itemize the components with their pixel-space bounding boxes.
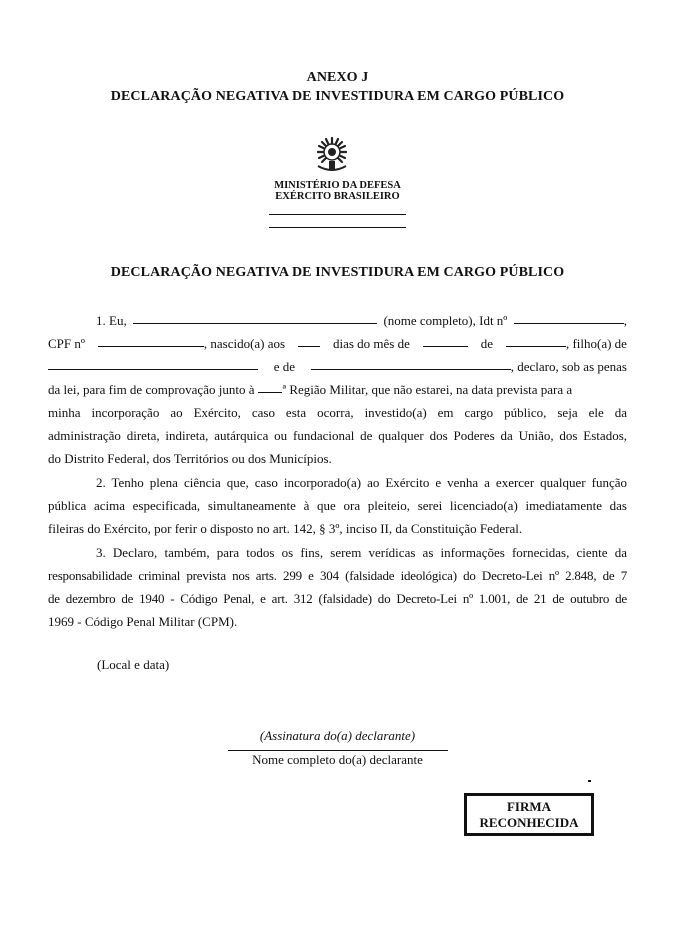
text: minha incorporação ao Exército, caso esta ocorra, investido(a) em cargo público, seja ele da [48,405,627,420]
paragraph-line [96,472,627,494]
month-blank[interactable] [423,333,468,347]
paragraph-line [48,588,627,610]
declaration-title: DECLARAÇÃO NEGATIVA DE INVESTIDURA EM CARGO PÚBLICO [110,265,565,280]
text: , nascido(a) aos [203,336,286,351]
stamp-line-1: FIRMA [506,798,552,814]
paragraph-line [48,565,627,587]
text: ª Região Militar, que não estarei, na data prevista para a [282,382,573,397]
military-region-blank[interactable] [258,379,282,393]
text: de [480,336,494,351]
stamp-line-2: RECONHECIDA [479,814,579,830]
paragraph-line [48,448,627,470]
text: pública acima especificada, simultaneamente à que ora pleiteio, serei licenciado(a) imediatamente das [48,498,627,513]
full-name-blank[interactable] [133,310,377,324]
paragraph-line [48,425,627,447]
signature-line[interactable] [228,750,448,751]
day-blank[interactable] [298,333,320,347]
text: da lei, para fim de comprovação junto à [48,382,255,397]
paragraph-line [48,379,627,401]
text: , filho(a) de [565,336,627,351]
text: 3. Declaro, também, para todos os fins, serem verídicas as informações fornecidas, ciente da [96,545,627,560]
unit-blank-line [269,227,406,228]
paragraph-line [48,356,627,378]
text: e de [273,359,296,374]
text: , [623,313,627,328]
signature-label: (Assinatura do(a) declarante) [259,728,416,743]
text: responsabilidade criminal prevista nos arts. 299 e 304 (falsidade ideológica) do Decreto-Lei nº 2.848, de 7 [48,568,627,583]
text: CPF nº [48,336,85,351]
notarized-signature-stamp-box [464,793,594,836]
army-name: EXÉRCITO BRASILEIRO [275,191,400,202]
year-blank[interactable] [506,333,566,347]
text: (nome completo), Idt nº [383,313,508,328]
father-name-blank[interactable] [48,356,258,370]
paragraph-line [48,333,627,355]
text: dias do mês de [332,336,410,351]
text: fileiras do Exército, por ferir o disposto no art. 142, § 3º, inciso II, da Constituição Federal. [48,521,523,536]
text: , declaro, sob as penas [510,359,627,374]
text: administração direta, indireta, autárquica ou fundacional de qualquer dos Poderes da União, dos Estados, [48,428,627,443]
text: 1. Eu, [96,313,127,328]
paragraph-line [48,402,627,424]
dot-mark [588,780,591,782]
paragraph-line [48,518,627,540]
text: de dezembro de 1940 - Código Penal, e art. 312 (falsidade) do Decreto-Lei nº 1.001, de 21 de outubro de [48,591,627,606]
unit-blank-line [269,214,406,215]
page-title: DECLARAÇÃO NEGATIVA DE INVESTIDURA EM CARGO PÚBLICO [110,89,565,104]
local-date-label: (Local e data) [97,657,170,672]
ministry-name: MINISTÉRIO DA DEFESA [274,180,401,191]
paragraph-line [48,611,627,633]
declarant-name-label: Nome completo do(a) declarante [252,752,423,767]
coat-of-arms-icon [312,134,352,174]
text: do Distrito Federal, dos Territórios ou dos Municípios. [48,451,332,466]
cpf-blank[interactable] [98,333,204,347]
paragraph-line [96,542,627,564]
annex-title: ANEXO J [306,70,369,85]
paragraph-line [48,495,627,517]
text: 1969 - Código Penal Militar (CPM). [48,614,238,629]
text: 2. Tenho plena ciência que, caso incorporado(a) ao Exército e venha a exercer qualquer função [96,475,627,490]
mother-name-blank[interactable] [311,356,511,370]
idt-blank[interactable] [514,310,624,324]
paragraph-line [96,310,627,332]
